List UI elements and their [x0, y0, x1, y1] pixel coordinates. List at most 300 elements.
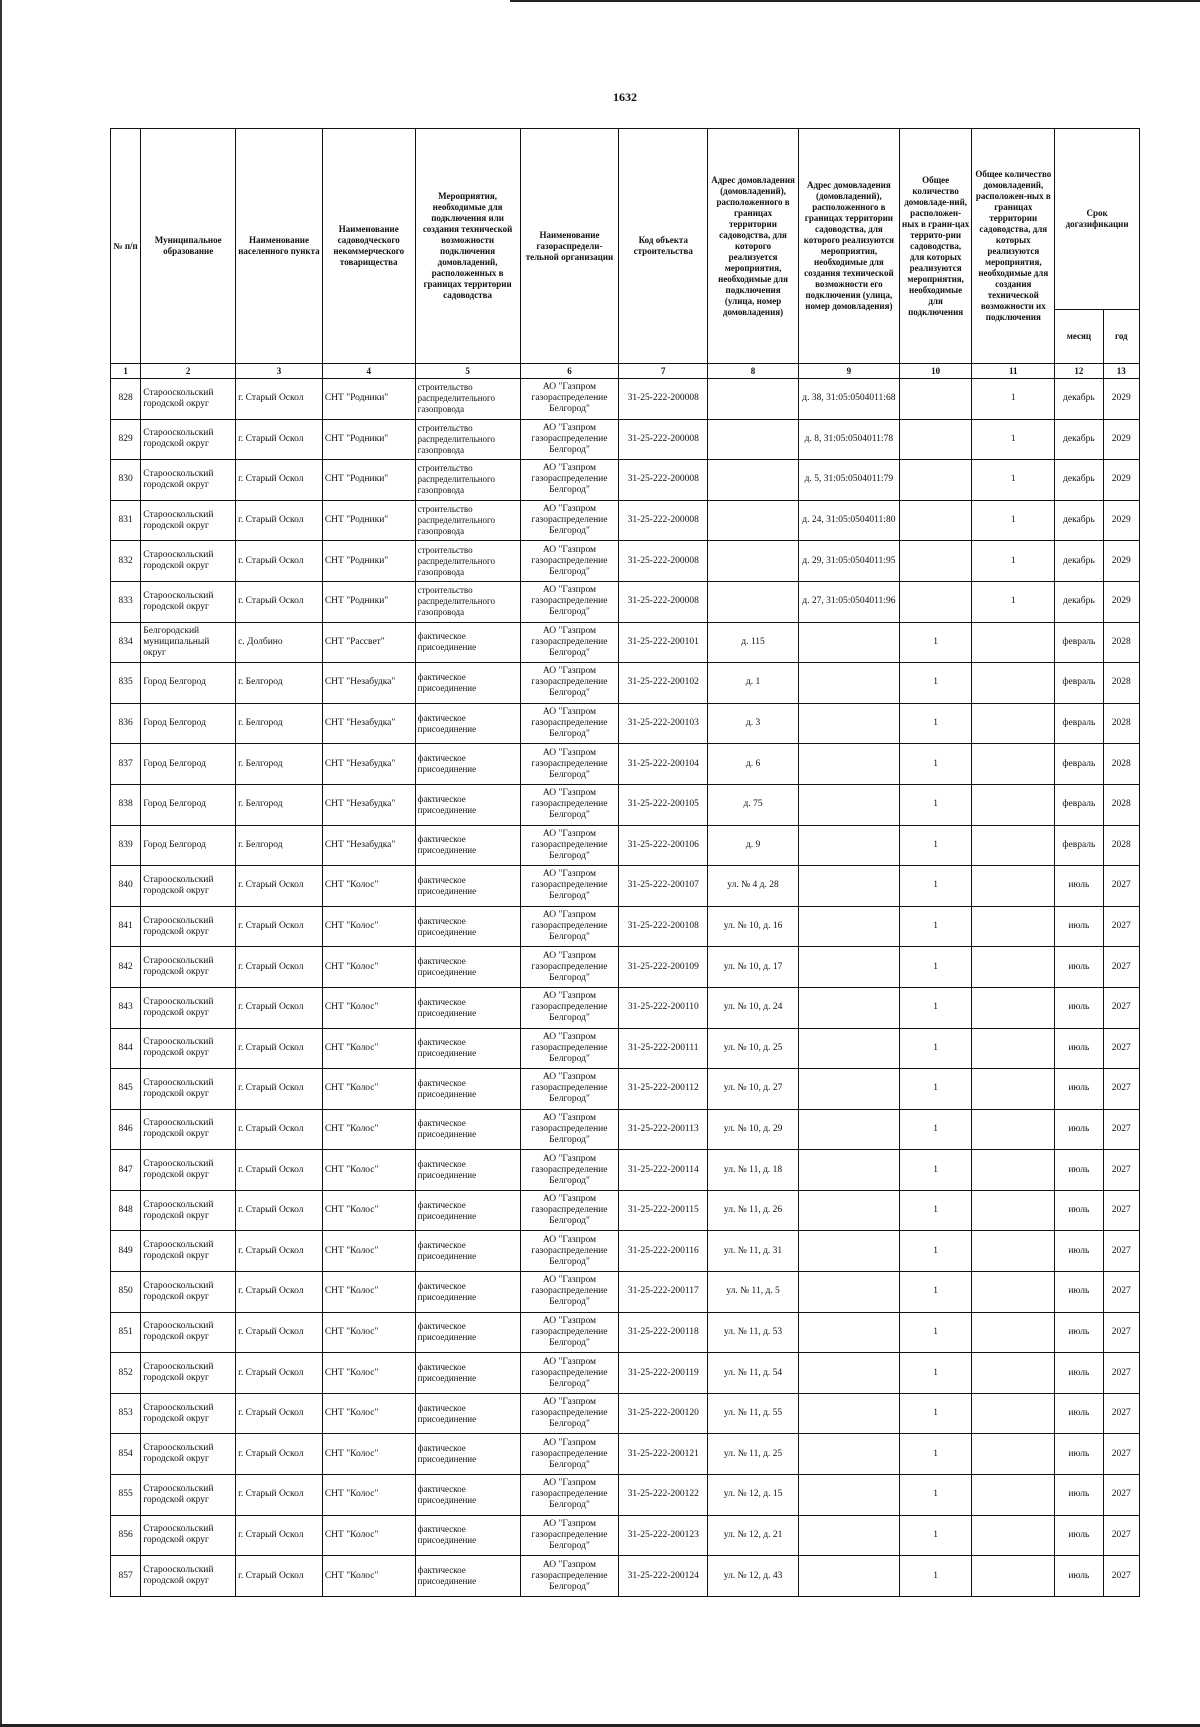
cell-address-connection: ул. № 12, д. 43 [708, 1556, 799, 1597]
table-row [111, 1312, 1140, 1353]
cell-municipality: Старооскольский городской округ [141, 987, 236, 1028]
table-row [111, 1069, 1140, 1110]
cell-measure: фактическое присоединение [415, 1150, 520, 1191]
cell-object-code: 31-25-222-200103 [619, 703, 708, 744]
cell-qty-tech [972, 1150, 1055, 1191]
cell-year: 2029 [1103, 379, 1139, 420]
cell-address-connection: д. 115 [708, 622, 799, 663]
cell-settlement: г. Старый Оскол [236, 1515, 323, 1556]
cell-municipality: Старооскольский городской округ [141, 1069, 236, 1110]
cell-month: февраль [1055, 784, 1103, 825]
cell-address-connection: ул. № 11, д. 31 [708, 1231, 799, 1272]
cell-qty-tech [972, 663, 1055, 704]
cell-gas-org: АО "Газпром газораспределение Белгород" [520, 1109, 619, 1150]
cell-gas-org: АО "Газпром газораспределение Белгород" [520, 1475, 619, 1516]
cell-measure: фактическое присоединение [415, 622, 520, 663]
cell-object-code: 31-25-222-200109 [619, 947, 708, 988]
left-edge-line [0, 0, 2, 1727]
cell-gas-org: АО "Газпром газораспределение Белгород" [520, 1272, 619, 1313]
cell-object-code: 31-25-222-200107 [619, 866, 708, 907]
cell-settlement: г. Белгород [236, 825, 323, 866]
cell-settlement: г. Белгород [236, 703, 323, 744]
cell-address-tech: д. 5, 31:05:0504011:79 [798, 460, 899, 501]
header-deadline: Срок догазификации [1055, 129, 1140, 310]
cell-municipality: Старооскольский городской округ [141, 1434, 236, 1475]
cell-qty-tech: 1 [972, 500, 1055, 541]
cell-qty-tech [972, 1312, 1055, 1353]
cell-settlement: г. Старый Оскол [236, 1434, 323, 1475]
column-number: 3 [236, 364, 323, 379]
cell-snt: СНТ "Колос" [322, 987, 415, 1028]
cell-qty-tech: 1 [972, 419, 1055, 460]
table-row [111, 744, 1140, 785]
cell-address-connection [708, 500, 799, 541]
cell-month: июль [1055, 1434, 1103, 1475]
cell-settlement: г. Старый Оскол [236, 866, 323, 907]
cell-month: июль [1055, 1475, 1103, 1516]
cell-settlement: с. Долбино [236, 622, 323, 663]
cell-settlement: г. Старый Оскол [236, 1475, 323, 1516]
cell-year: 2027 [1103, 987, 1139, 1028]
column-number: 6 [520, 364, 619, 379]
cell-qty-connection: 1 [899, 1109, 972, 1150]
table-row [111, 1272, 1140, 1313]
cell-address-tech [798, 906, 899, 947]
cell-address-tech: д. 24, 31:05:0504011:80 [798, 500, 899, 541]
cell-year: 2027 [1103, 947, 1139, 988]
cell-municipality: Старооскольский городской округ [141, 500, 236, 541]
cell-year: 2029 [1103, 460, 1139, 501]
cell-address-tech [798, 703, 899, 744]
cell-year: 2028 [1103, 744, 1139, 785]
cell-snt: СНТ "Колос" [322, 1434, 415, 1475]
cell-row-number: 828 [111, 379, 141, 420]
cell-year: 2027 [1103, 906, 1139, 947]
cell-snt: СНТ "Колос" [322, 1028, 415, 1069]
cell-gas-org: АО "Газпром газораспределение Белгород" [520, 419, 619, 460]
cell-object-code: 31-25-222-200122 [619, 1475, 708, 1516]
cell-gas-org: АО "Газпром газораспределение Белгород" [520, 1353, 619, 1394]
cell-gas-org: АО "Газпром газораспределение Белгород" [520, 1190, 619, 1231]
cell-row-number: 832 [111, 541, 141, 582]
cell-object-code: 31-25-222-200101 [619, 622, 708, 663]
cell-municipality: Город Белгород [141, 703, 236, 744]
cell-snt: СНТ "Родники" [322, 500, 415, 541]
cell-row-number: 851 [111, 1312, 141, 1353]
cell-qty-connection: 1 [899, 622, 972, 663]
cell-qty-connection: 1 [899, 1393, 972, 1434]
cell-month: июль [1055, 1028, 1103, 1069]
cell-month: декабрь [1055, 541, 1103, 582]
cell-address-connection [708, 581, 799, 622]
cell-measure: фактическое присоединение [415, 744, 520, 785]
cell-row-number: 840 [111, 866, 141, 907]
cell-settlement: г. Старый Оскол [236, 1393, 323, 1434]
cell-municipality: Старооскольский городской округ [141, 947, 236, 988]
cell-qty-tech: 1 [972, 581, 1055, 622]
table-row [111, 1515, 1140, 1556]
cell-snt: СНТ "Незабудка" [322, 825, 415, 866]
cell-month: июль [1055, 1109, 1103, 1150]
cell-municipality: Белгородский муниципальный округ [141, 622, 236, 663]
cell-qty-tech [972, 1475, 1055, 1516]
cell-address-connection: ул. № 4 д. 28 [708, 866, 799, 907]
cell-object-code: 31-25-222-200008 [619, 379, 708, 420]
cell-municipality: Город Белгород [141, 663, 236, 704]
cell-row-number: 843 [111, 987, 141, 1028]
cell-year: 2027 [1103, 1109, 1139, 1150]
header-address-connection: Адрес домовладения (домовладений), расположенного в границах территории садоводства, для которого реализуется мероприятия, необходимые для подключения (улица, номер домовладения) [708, 129, 799, 364]
cell-municipality: Старооскольский городской округ [141, 1231, 236, 1272]
cell-settlement: г. Старый Оскол [236, 987, 323, 1028]
cell-address-connection: ул. № 10, д. 17 [708, 947, 799, 988]
cell-gas-org: АО "Газпром газораспределение Белгород" [520, 1028, 619, 1069]
cell-month: июль [1055, 947, 1103, 988]
cell-snt: СНТ "Колос" [322, 906, 415, 947]
cell-snt: СНТ "Колос" [322, 1069, 415, 1110]
cell-snt: СНТ "Колос" [322, 1475, 415, 1516]
gasification-register-table [110, 128, 1140, 1597]
cell-address-tech [798, 1556, 899, 1597]
cell-qty-connection: 1 [899, 663, 972, 704]
cell-settlement: г. Белгород [236, 663, 323, 704]
cell-year: 2028 [1103, 784, 1139, 825]
cell-object-code: 31-25-222-200115 [619, 1190, 708, 1231]
cell-snt: СНТ "Незабудка" [322, 784, 415, 825]
cell-address-connection [708, 379, 799, 420]
cell-month: июль [1055, 1393, 1103, 1434]
cell-measure: фактическое присоединение [415, 1312, 520, 1353]
cell-month: июль [1055, 1353, 1103, 1394]
cell-object-code: 31-25-222-200117 [619, 1272, 708, 1313]
cell-object-code: 31-25-222-200008 [619, 419, 708, 460]
cell-municipality: Старооскольский городской округ [141, 419, 236, 460]
table-row [111, 419, 1140, 460]
cell-address-tech [798, 1272, 899, 1313]
table-row [111, 703, 1140, 744]
cell-gas-org: АО "Газпром газораспределение Белгород" [520, 744, 619, 785]
cell-row-number: 833 [111, 581, 141, 622]
cell-address-connection: ул. № 11, д. 53 [708, 1312, 799, 1353]
cell-measure: фактическое присоединение [415, 1353, 520, 1394]
cell-gas-org: АО "Газпром газораспределение Белгород" [520, 500, 619, 541]
cell-address-tech [798, 1069, 899, 1110]
cell-qty-connection [899, 460, 972, 501]
cell-month: июль [1055, 1515, 1103, 1556]
cell-gas-org: АО "Газпром газораспределение Белгород" [520, 379, 619, 420]
table-body [111, 379, 1140, 1597]
cell-municipality: Старооскольский городской округ [141, 1475, 236, 1516]
cell-month: декабрь [1055, 419, 1103, 460]
cell-row-number: 852 [111, 1353, 141, 1394]
cell-qty-tech [972, 1393, 1055, 1434]
cell-measure: фактическое присоединение [415, 1272, 520, 1313]
cell-snt: СНТ "Колос" [322, 1353, 415, 1394]
cell-month: декабрь [1055, 379, 1103, 420]
table-row [111, 1109, 1140, 1150]
cell-settlement: г. Старый Оскол [236, 581, 323, 622]
cell-municipality: Город Белгород [141, 784, 236, 825]
cell-row-number: 845 [111, 1069, 141, 1110]
column-number: 1 [111, 364, 141, 379]
cell-address-tech: д. 38, 31:05:0504011:68 [798, 379, 899, 420]
cell-row-number: 839 [111, 825, 141, 866]
cell-settlement: г. Старый Оскол [236, 1272, 323, 1313]
cell-gas-org: АО "Газпром газораспределение Белгород" [520, 1393, 619, 1434]
cell-month: июль [1055, 1150, 1103, 1191]
cell-object-code: 31-25-222-200112 [619, 1069, 708, 1110]
cell-measure: строительство распределительного газопровода [415, 500, 520, 541]
cell-qty-connection [899, 500, 972, 541]
cell-object-code: 31-25-222-200110 [619, 987, 708, 1028]
cell-qty-tech [972, 622, 1055, 663]
cell-snt: СНТ "Колос" [322, 1109, 415, 1150]
cell-measure: фактическое присоединение [415, 866, 520, 907]
header-measures: Мероприятия, необходимые для подключения или создания технической возможности подключения домовладений, расположенных в границах территории садоводства [415, 129, 520, 364]
column-number: 7 [619, 364, 708, 379]
cell-address-connection [708, 460, 799, 501]
cell-object-code: 31-25-222-200120 [619, 1393, 708, 1434]
cell-qty-tech [972, 1028, 1055, 1069]
cell-municipality: Старооскольский городской округ [141, 1109, 236, 1150]
cell-row-number: 836 [111, 703, 141, 744]
cell-month: июль [1055, 866, 1103, 907]
cell-gas-org: АО "Газпром газораспределение Белгород" [520, 947, 619, 988]
table-row [111, 1190, 1140, 1231]
table-row [111, 825, 1140, 866]
cell-gas-org: АО "Газпром газораспределение Белгород" [520, 1150, 619, 1191]
cell-address-tech [798, 1515, 899, 1556]
table-row [111, 1556, 1140, 1597]
cell-measure: строительство распределительного газопровода [415, 419, 520, 460]
cell-qty-connection: 1 [899, 1475, 972, 1516]
cell-settlement: г. Старый Оскол [236, 1312, 323, 1353]
cell-object-code: 31-25-222-200119 [619, 1353, 708, 1394]
cell-qty-tech [972, 784, 1055, 825]
cell-snt: СНТ "Колос" [322, 1515, 415, 1556]
column-number: 10 [899, 364, 972, 379]
cell-gas-org: АО "Газпром газораспределение Белгород" [520, 987, 619, 1028]
cell-year: 2028 [1103, 622, 1139, 663]
cell-measure: фактическое присоединение [415, 1109, 520, 1150]
cell-month: июль [1055, 1312, 1103, 1353]
cell-snt: СНТ "Родники" [322, 581, 415, 622]
header-year: год [1103, 310, 1139, 364]
table-row [111, 906, 1140, 947]
table-row [111, 581, 1140, 622]
cell-measure: строительство распределительного газопровода [415, 581, 520, 622]
header-month: месяц [1055, 310, 1103, 364]
cell-measure: фактическое присоединение [415, 1190, 520, 1231]
cell-gas-org: АО "Газпром газораспределение Белгород" [520, 581, 619, 622]
table-row [111, 1475, 1140, 1516]
table-row [111, 500, 1140, 541]
cell-measure: фактическое присоединение [415, 1475, 520, 1516]
cell-municipality: Старооскольский городской округ [141, 1353, 236, 1394]
column-number: 13 [1103, 364, 1139, 379]
cell-year: 2027 [1103, 1475, 1139, 1516]
cell-qty-tech [972, 947, 1055, 988]
cell-qty-connection: 1 [899, 784, 972, 825]
cell-measure: фактическое присоединение [415, 1515, 520, 1556]
cell-gas-org: АО "Газпром газораспределение Белгород" [520, 1312, 619, 1353]
cell-address-connection: ул. № 11, д. 26 [708, 1190, 799, 1231]
cell-qty-connection [899, 581, 972, 622]
header-gas-org: Наименование газораспредели-тельной организации [520, 129, 619, 364]
cell-row-number: 830 [111, 460, 141, 501]
cell-month: июль [1055, 1231, 1103, 1272]
cell-municipality: Старооскольский городской округ [141, 1393, 236, 1434]
cell-qty-tech [972, 1353, 1055, 1394]
column-number: 9 [798, 364, 899, 379]
cell-object-code: 31-25-222-200106 [619, 825, 708, 866]
cell-measure: фактическое присоединение [415, 663, 520, 704]
cell-gas-org: АО "Газпром газораспределение Белгород" [520, 866, 619, 907]
table-row [111, 784, 1140, 825]
cell-gas-org: АО "Газпром газораспределение Белгород" [520, 460, 619, 501]
cell-measure: фактическое присоединение [415, 1231, 520, 1272]
table-row [111, 987, 1140, 1028]
cell-gas-org: АО "Газпром газораспределение Белгород" [520, 703, 619, 744]
cell-month: декабрь [1055, 581, 1103, 622]
cell-settlement: г. Белгород [236, 784, 323, 825]
cell-year: 2027 [1103, 1272, 1139, 1313]
cell-snt: СНТ "Родники" [322, 419, 415, 460]
cell-year: 2029 [1103, 541, 1139, 582]
cell-qty-connection: 1 [899, 1190, 972, 1231]
cell-settlement: г. Старый Оскол [236, 1028, 323, 1069]
cell-year: 2029 [1103, 500, 1139, 541]
cell-measure: строительство распределительного газопровода [415, 460, 520, 501]
cell-gas-org: АО "Газпром газораспределение Белгород" [520, 663, 619, 704]
cell-measure: фактическое присоединение [415, 825, 520, 866]
cell-qty-connection: 1 [899, 744, 972, 785]
table-row [111, 1353, 1140, 1394]
cell-settlement: г. Старый Оскол [236, 1231, 323, 1272]
cell-address-tech [798, 622, 899, 663]
cell-snt: СНТ "Родники" [322, 541, 415, 582]
cell-address-tech [798, 1150, 899, 1191]
cell-measure: фактическое присоединение [415, 703, 520, 744]
cell-settlement: г. Старый Оскол [236, 1190, 323, 1231]
column-number: 5 [415, 364, 520, 379]
cell-measure: фактическое присоединение [415, 1069, 520, 1110]
cell-qty-connection: 1 [899, 1556, 972, 1597]
table-row [111, 541, 1140, 582]
cell-row-number: 850 [111, 1272, 141, 1313]
cell-row-number: 838 [111, 784, 141, 825]
cell-gas-org: АО "Газпром газораспределение Белгород" [520, 622, 619, 663]
cell-object-code: 31-25-222-200121 [619, 1434, 708, 1475]
cell-snt: СНТ "Родники" [322, 379, 415, 420]
cell-municipality: Старооскольский городской округ [141, 906, 236, 947]
cell-gas-org: АО "Газпром газораспределение Белгород" [520, 784, 619, 825]
cell-object-code: 31-25-222-200008 [619, 460, 708, 501]
cell-qty-tech [972, 906, 1055, 947]
cell-snt: СНТ "Незабудка" [322, 744, 415, 785]
cell-gas-org: АО "Газпром газораспределение Белгород" [520, 1069, 619, 1110]
cell-settlement: г. Старый Оскол [236, 1150, 323, 1191]
cell-municipality: Старооскольский городской округ [141, 1515, 236, 1556]
cell-gas-org: АО "Газпром газораспределение Белгород" [520, 1231, 619, 1272]
cell-measure: фактическое присоединение [415, 1556, 520, 1597]
cell-qty-connection: 1 [899, 1434, 972, 1475]
cell-month: февраль [1055, 622, 1103, 663]
cell-object-code: 31-25-222-200108 [619, 906, 708, 947]
cell-row-number: 853 [111, 1393, 141, 1434]
cell-municipality: Старооскольский городской округ [141, 1272, 236, 1313]
cell-year: 2028 [1103, 825, 1139, 866]
cell-row-number: 835 [111, 663, 141, 704]
table-header [111, 129, 1140, 379]
cell-municipality: Старооскольский городской округ [141, 1028, 236, 1069]
cell-object-code: 31-25-222-200114 [619, 1150, 708, 1191]
cell-year: 2027 [1103, 1150, 1139, 1191]
cell-measure: строительство распределительного газопровода [415, 379, 520, 420]
column-number: 4 [322, 364, 415, 379]
cell-gas-org: АО "Газпром газораспределение Белгород" [520, 825, 619, 866]
cell-snt: СНТ "Колос" [322, 1190, 415, 1231]
header-settlement: Наименование населенного пункта [236, 129, 323, 364]
cell-qty-connection: 1 [899, 825, 972, 866]
cell-object-code: 31-25-222-200102 [619, 663, 708, 704]
cell-row-number: 834 [111, 622, 141, 663]
cell-qty-tech [972, 1515, 1055, 1556]
cell-address-tech [798, 1190, 899, 1231]
table-row [111, 663, 1140, 704]
cell-row-number: 849 [111, 1231, 141, 1272]
cell-address-connection: д. 1 [708, 663, 799, 704]
cell-settlement: г. Старый Оскол [236, 1556, 323, 1597]
cell-settlement: г. Старый Оскол [236, 1109, 323, 1150]
cell-address-connection: ул. № 11, д. 55 [708, 1393, 799, 1434]
cell-municipality: Старооскольский городской округ [141, 541, 236, 582]
column-number: 8 [708, 364, 799, 379]
table-row [111, 1434, 1140, 1475]
cell-municipality: Старооскольский городской округ [141, 1556, 236, 1597]
cell-qty-tech [972, 703, 1055, 744]
cell-month: июль [1055, 1272, 1103, 1313]
cell-gas-org: АО "Газпром газораспределение Белгород" [520, 1434, 619, 1475]
cell-snt: СНТ "Незабудка" [322, 703, 415, 744]
cell-month: февраль [1055, 825, 1103, 866]
cell-address-connection: д. 3 [708, 703, 799, 744]
cell-row-number: 848 [111, 1190, 141, 1231]
cell-address-tech [798, 1109, 899, 1150]
cell-qty-tech [972, 987, 1055, 1028]
cell-row-number: 855 [111, 1475, 141, 1516]
cell-address-tech [798, 825, 899, 866]
cell-qty-tech [972, 1231, 1055, 1272]
cell-settlement: г. Старый Оскол [236, 379, 323, 420]
cell-year: 2027 [1103, 1434, 1139, 1475]
cell-address-tech [798, 947, 899, 988]
cell-qty-tech [972, 1109, 1055, 1150]
cell-year: 2027 [1103, 1231, 1139, 1272]
cell-year: 2027 [1103, 1028, 1139, 1069]
cell-snt: СНТ "Родники" [322, 460, 415, 501]
cell-address-tech [798, 663, 899, 704]
cell-month: декабрь [1055, 500, 1103, 541]
column-number: 2 [141, 364, 236, 379]
cell-address-connection: ул. № 10, д. 24 [708, 987, 799, 1028]
cell-qty-connection: 1 [899, 703, 972, 744]
cell-municipality: Старооскольский городской округ [141, 1312, 236, 1353]
cell-address-tech: д. 27, 31:05:0504011:96 [798, 581, 899, 622]
column-number: 11 [972, 364, 1055, 379]
cell-qty-connection: 1 [899, 1515, 972, 1556]
cell-address-connection: ул. № 12, д. 15 [708, 1475, 799, 1516]
